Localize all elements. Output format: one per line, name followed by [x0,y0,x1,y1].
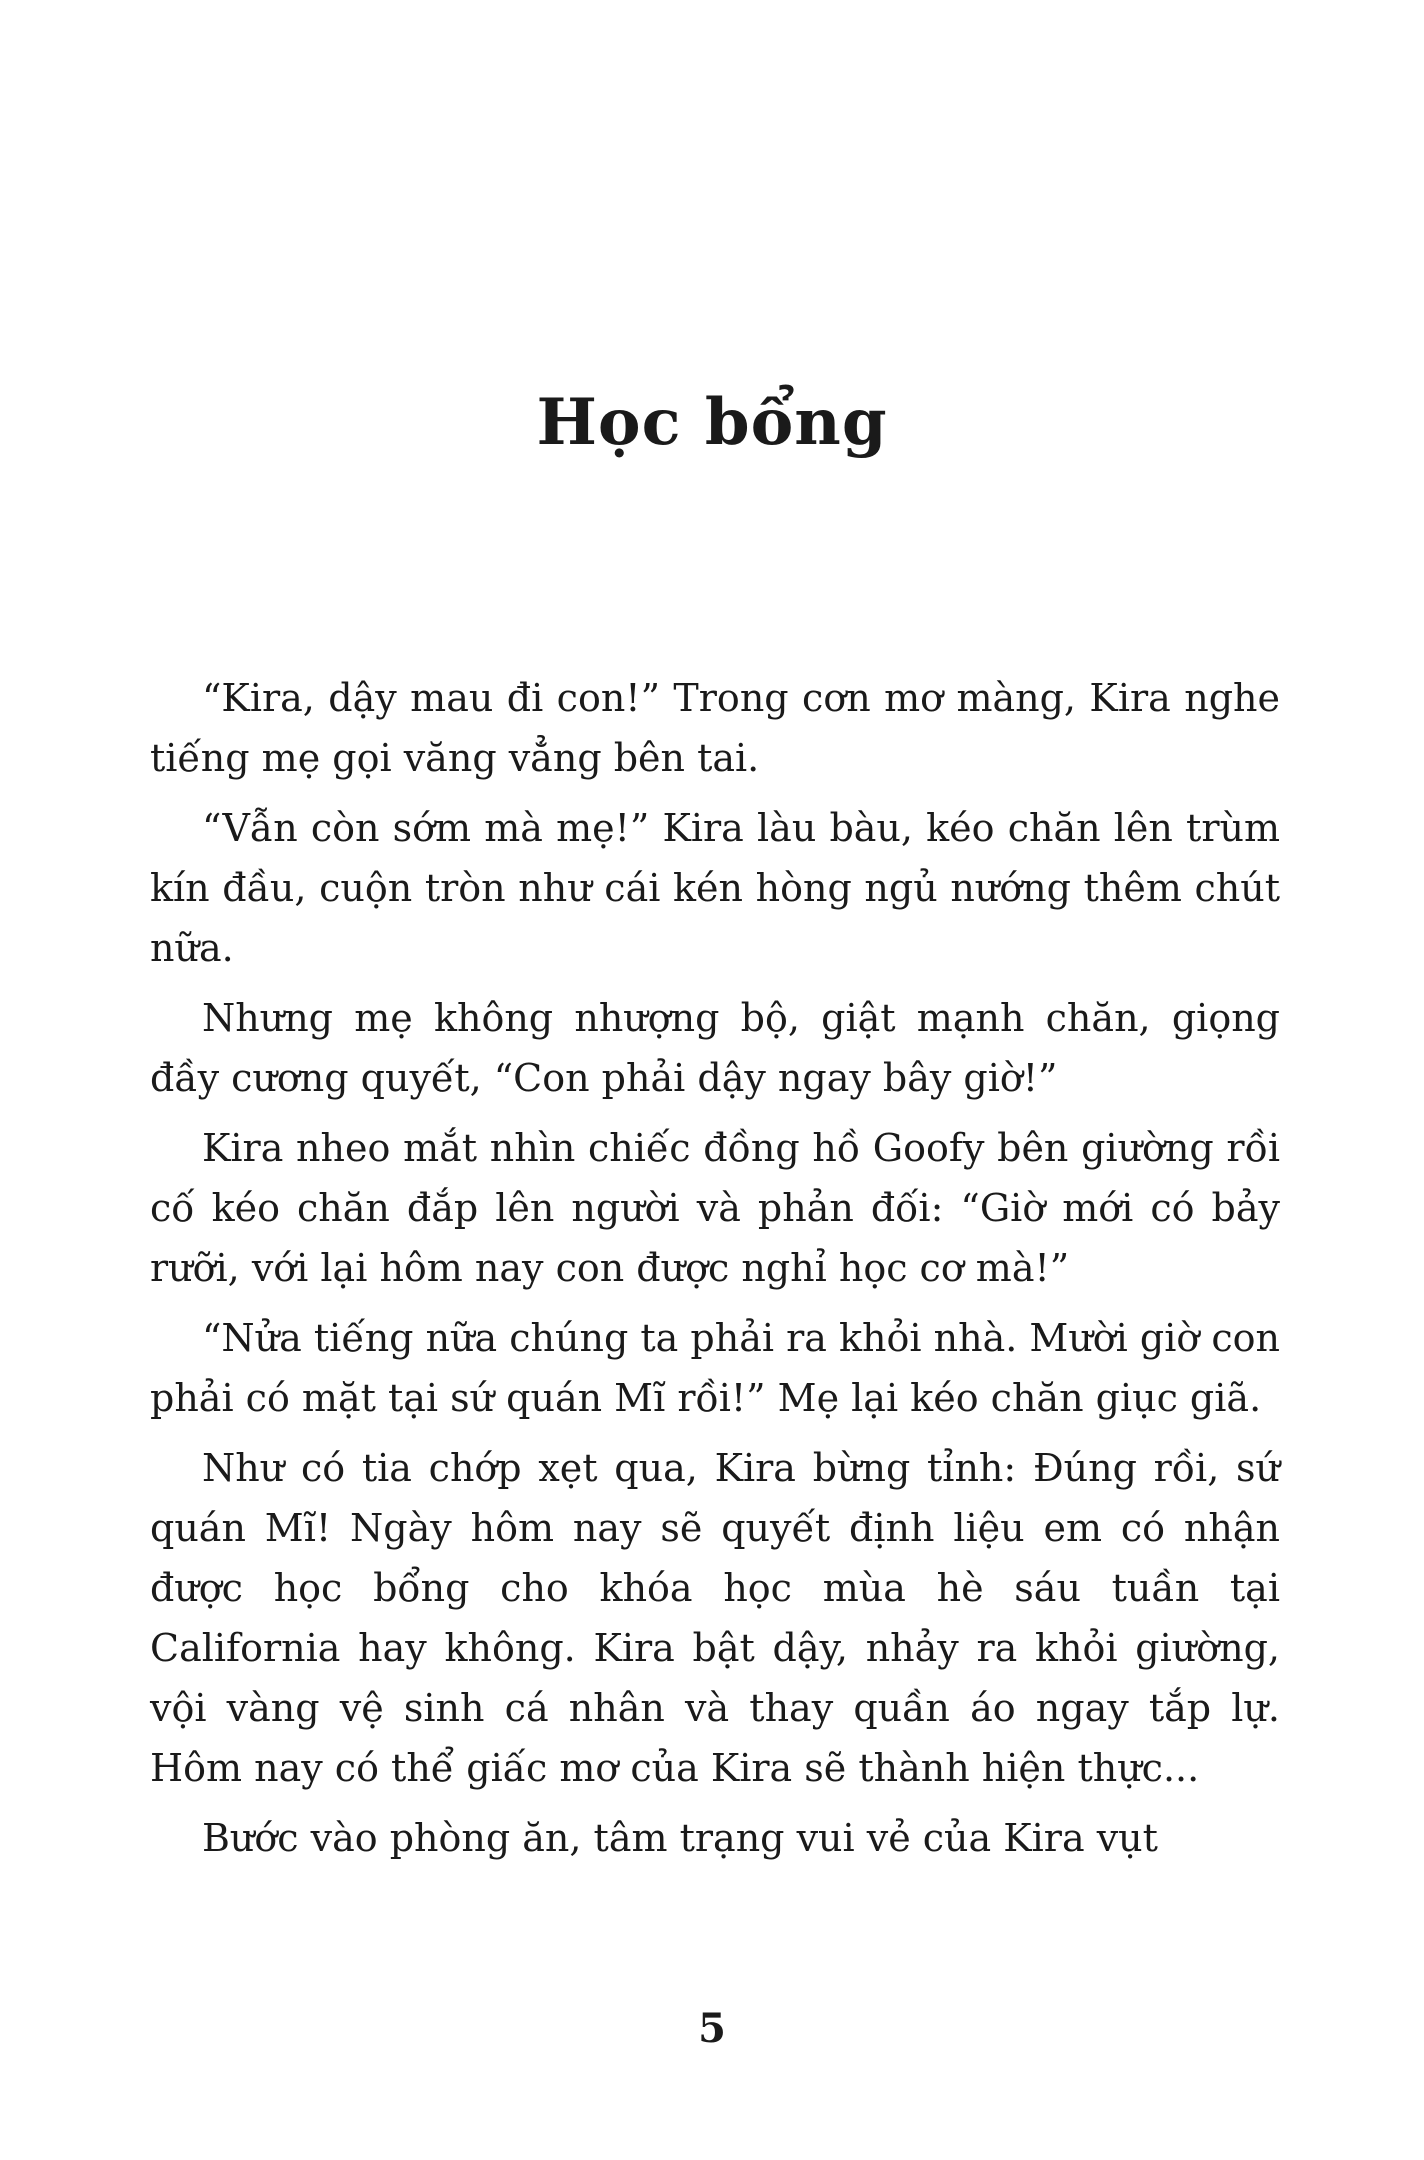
chapter-title: Học bổng [536,385,888,460]
paragraph: “Kira, dậy mau đi con!” Trong cơn mơ màng, Kira nghe tiếng mẹ gọi văng vẳng bên tai. [150,676,1280,780]
body-text [150,668,1280,1878]
paragraph: “Vẫn còn sớm mà mẹ!” Kira làu bàu, kéo chăn lên trùm kín đầu, cuộn tròn như cái kén hòng ngủ nướng thêm chút nữa. [150,806,1280,970]
paragraph: Kira nheo mắt nhìn chiếc đồng hồ Goofy bên giường rồi cố kéo chăn đắp lên người và phản đối: “Giờ mới có bảy rưỡi, với lại hôm nay con được nghỉ học cơ mà!” [150,1126,1280,1290]
paragraph: Nhưng mẹ không nhượng bộ, giật mạnh chăn, giọng đầy cương quyết, “Con phải dậy ngay bây giờ!” [150,996,1280,1100]
paragraph: “Nửa tiếng nữa chúng ta phải ra khỏi nhà. Mười giờ con phải có mặt tại sứ quán Mĩ rồi!” Mẹ lại kéo chăn giục giã. [150,1316,1280,1420]
paragraph: Bước vào phòng ăn, tâm trạng vui vẻ của Kira vụt [202,1816,1158,1860]
paragraph: Như có tia chớp xẹt qua, Kira bừng tỉnh: Đúng rồi, sứ quán Mĩ! Ngày hôm nay sẽ quyết định liệu em có nhận được học bổng cho khóa học mùa hè sáu tuần tại California hay không. Kira bật dậy, nhảy ra khỏi giường, vội vàng vệ sinh cá nhân và thay quần áo ngay tắp lự. Hôm nay có thể giấc mơ của Kira sẽ thành hiện thực... [150,1446,1280,1790]
page-number: 5 [698,2005,726,2052]
